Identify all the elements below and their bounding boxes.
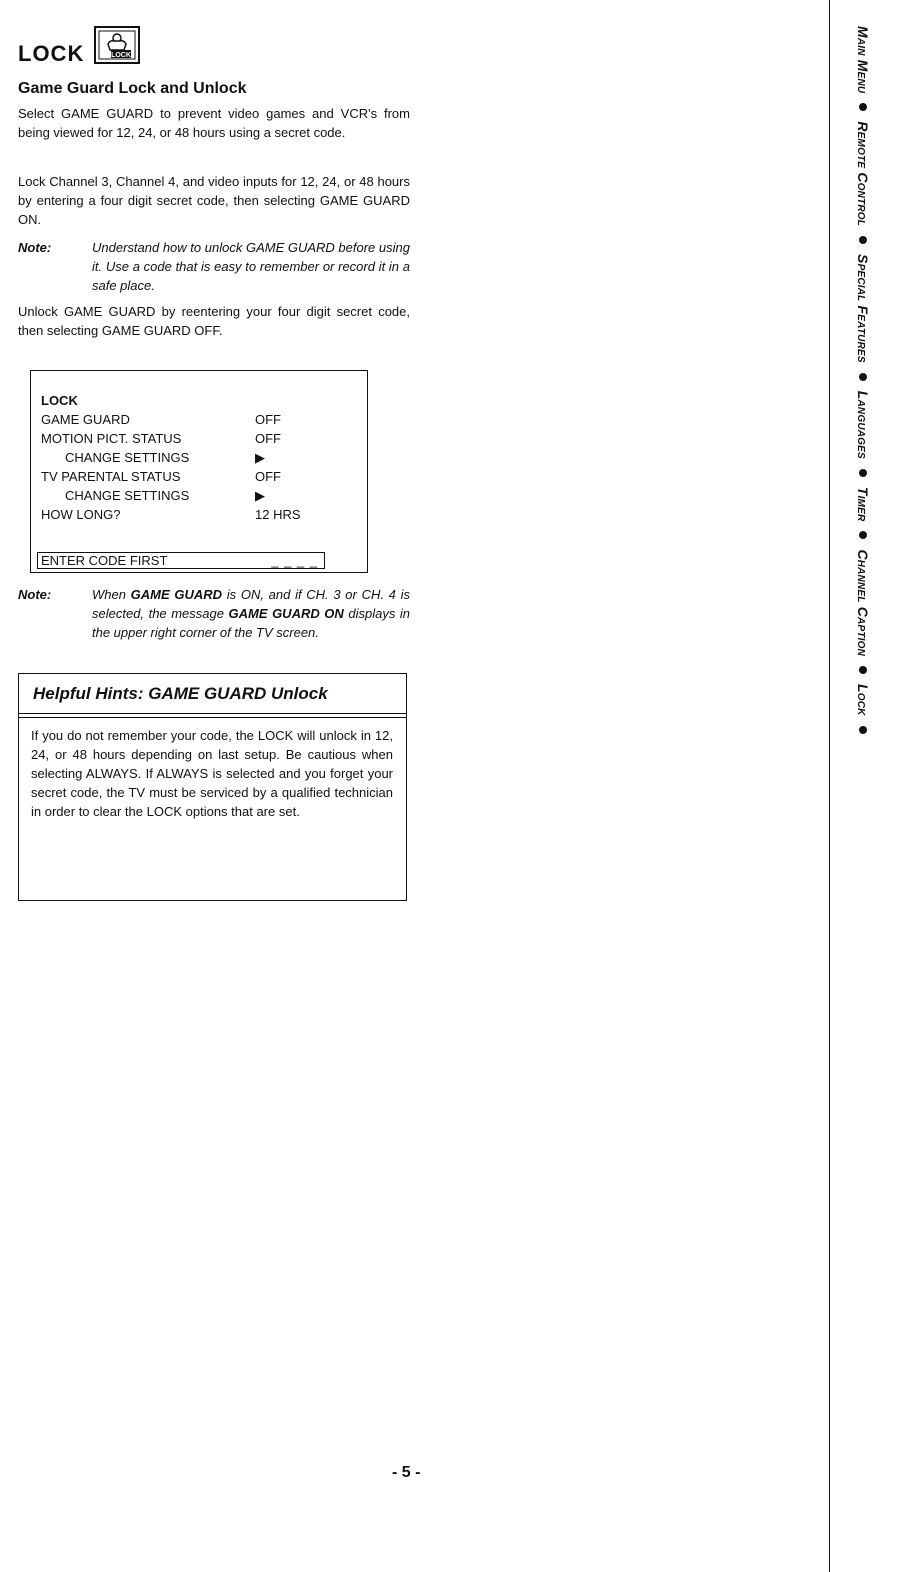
side-nav-special-features: Special Features (855, 254, 871, 363)
menu-row-label: CHANGE SETTINGS (65, 488, 190, 503)
menu-row-tv-parental-status (41, 469, 361, 488)
bullet-icon (859, 103, 867, 111)
section-subtitle: Game Guard Lock and Unlock (18, 80, 247, 97)
menu-row-label: TV PARENTAL STATUS (41, 469, 181, 484)
hints-title: Helpful Hints: GAME GUARD Unlock (33, 684, 328, 703)
paragraph: Unlock GAME GUARD by reentering your four digit secret code, then selecting GAME GUARD OFF. (18, 304, 410, 338)
divider (19, 713, 406, 714)
svg-text:LOCK: LOCK (111, 52, 132, 59)
side-nav-remote-control: Remote Control (855, 121, 871, 227)
arrow-right-icon: ▶ (255, 488, 265, 503)
menu-row-value: OFF (255, 469, 281, 484)
menu-row-change-settings (41, 488, 361, 507)
bullet-icon (859, 726, 867, 734)
note-text: Understand how to unlock GAME GUARD before using it. Use a code that is easy to remember or record it in a safe place. (92, 240, 410, 293)
hints-body: If you do not remember your code, the LOCK will unlock in 12, 24, or 48 hours depending on last setup. Be cautious when selecting ALWAYS. If ALWAYS is selected and you forget your secret code, the TV must be serviced by a qualified technician in order to clear the LOCK options that are set. (31, 728, 393, 819)
lock-menu-screen (30, 370, 368, 573)
menu-row-value: OFF (255, 412, 281, 427)
side-nav-main-menu: Main Menu (855, 26, 871, 94)
side-nav-channel-caption: Channel Caption (855, 549, 871, 657)
menu-row-value: 12 HRS (255, 507, 301, 522)
side-nav-languages: Languages (855, 390, 871, 459)
bullet-icon (859, 531, 867, 539)
page-title: LOCK (18, 41, 85, 66)
bullet-icon (859, 236, 867, 244)
note-block (18, 585, 410, 642)
menu-row-how-long (41, 507, 361, 526)
note-label: Note: (18, 240, 52, 255)
menu-row-label: HOW LONG? (41, 507, 121, 522)
section-header (18, 26, 140, 69)
side-nav-lock: Lock (855, 684, 871, 716)
note-text: When GAME GUARD is ON, and if CH. 3 or CH. 4 is selected, the message GAME GUARD ON displays in the upper right corner of the TV screen. (92, 587, 410, 640)
side-navigation (846, 26, 880, 876)
code-entry-field (37, 552, 325, 569)
menu-row-motion-pict-status (41, 431, 361, 450)
side-navigation-strip (846, 26, 880, 876)
paragraph: Select GAME GUARD to prevent video games and VCR's from being viewed for 12, 24, or 48 hours using a secret code. (18, 106, 410, 140)
paragraph: Lock Channel 3, Channel 4, and video inputs for 12, 24, or 48 hours by entering a four digit secret code, then selecting GAME GUARD ON. (18, 174, 410, 227)
bullet-icon (859, 666, 867, 674)
note-block (18, 238, 410, 295)
menu-row-value: OFF (255, 431, 281, 446)
arrow-right-icon: ▶ (255, 450, 265, 465)
divider (19, 717, 406, 718)
code-placeholder: _ _ _ _ (271, 553, 318, 568)
bullet-icon (859, 373, 867, 381)
menu-row-game-guard (41, 412, 361, 431)
page-number: - 5 - (392, 1464, 421, 1481)
helpful-hints-box (18, 673, 407, 901)
side-nav-timer: Timer (855, 486, 871, 522)
menu-row-change-settings (41, 450, 361, 469)
code-prompt: ENTER CODE FIRST (41, 553, 168, 568)
lock-icon (94, 26, 140, 69)
side-divider (829, 0, 830, 1572)
menu-row-label: GAME GUARD (41, 412, 130, 427)
menu-row-label: MOTION PICT. STATUS (41, 431, 182, 446)
bullet-icon (859, 469, 867, 477)
menu-title: LOCK (41, 393, 78, 408)
note-label: Note: (18, 587, 52, 602)
menu-row-label: CHANGE SETTINGS (65, 450, 190, 465)
